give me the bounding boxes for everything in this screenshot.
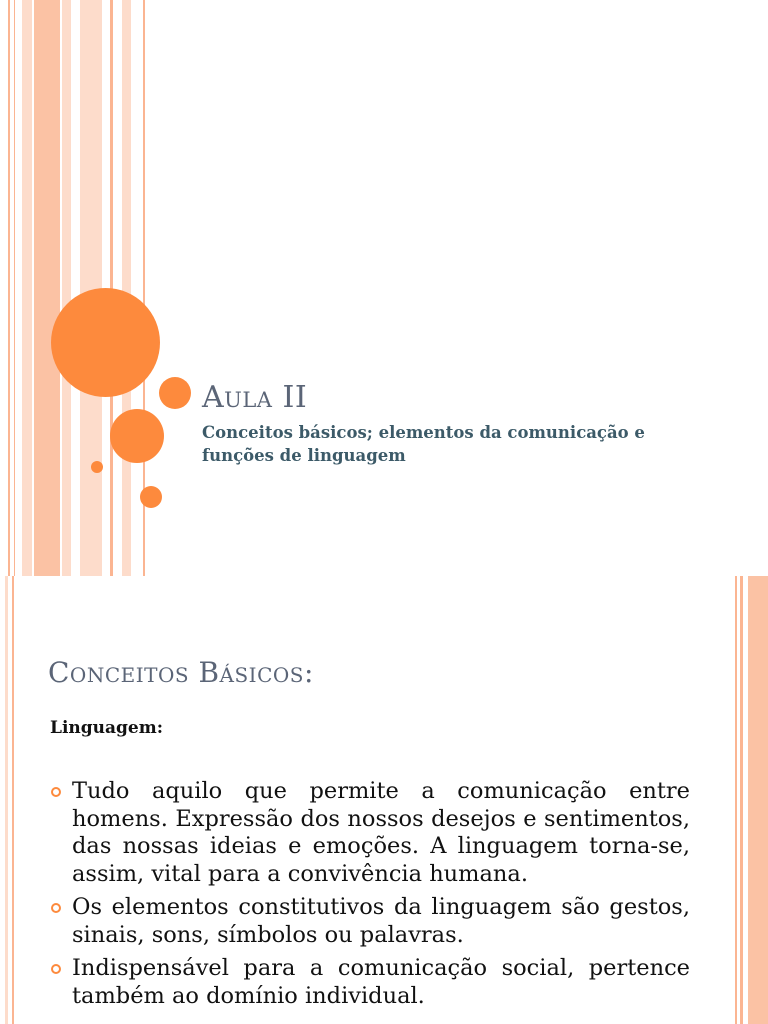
decor-stripe	[5, 576, 8, 1024]
decor-circle	[159, 377, 191, 409]
decor-stripe	[8, 0, 10, 576]
orange-ring-bullet-icon	[51, 964, 61, 974]
decor-stripe	[12, 576, 14, 1024]
decor-stripe	[14, 0, 15, 576]
decor-stripe	[62, 0, 71, 576]
decor-circle-small	[91, 461, 103, 473]
slide-subtitle: Conceitos básicos; elementos da comunicação e funções de linguagem	[202, 423, 645, 465]
orange-ring-bullet-icon	[51, 903, 61, 913]
decor-stripe	[740, 576, 743, 1024]
list-item	[48, 778, 690, 888]
bullet-list	[48, 778, 690, 1016]
decor-stripe	[34, 0, 60, 576]
bullet-text: Tudo aquilo que permite a comunicação entre homens. Expressão dos nossos desejos e sentimentos, das nossas ideias e emoções. A linguagem torna-se, assim, vital para a convivência humana.	[72, 778, 690, 887]
orange-ring-bullet-icon	[51, 787, 61, 797]
content-slide	[0, 576, 768, 1024]
decor-circle	[140, 486, 162, 508]
decor-stripe	[22, 0, 32, 576]
decor-stripe	[122, 0, 131, 576]
decor-circle	[110, 409, 164, 463]
slide-title: Aula II	[202, 380, 308, 415]
bullet-text: Os elementos constitutivos da linguagem são gestos, sinais, sons, símbolos ou palavras.	[72, 894, 690, 948]
bullet-text: Indispensável para a comunicação social, pertence também ao domínio individual.	[72, 955, 690, 1009]
decor-circle-large	[51, 288, 160, 397]
section-heading: Linguagem:	[50, 718, 163, 738]
decor-stripe	[735, 576, 737, 1024]
list-item	[48, 894, 690, 949]
slide-title: Conceitos Básicos:	[48, 656, 314, 689]
list-item	[48, 955, 690, 1010]
decor-stripe	[748, 576, 768, 1024]
